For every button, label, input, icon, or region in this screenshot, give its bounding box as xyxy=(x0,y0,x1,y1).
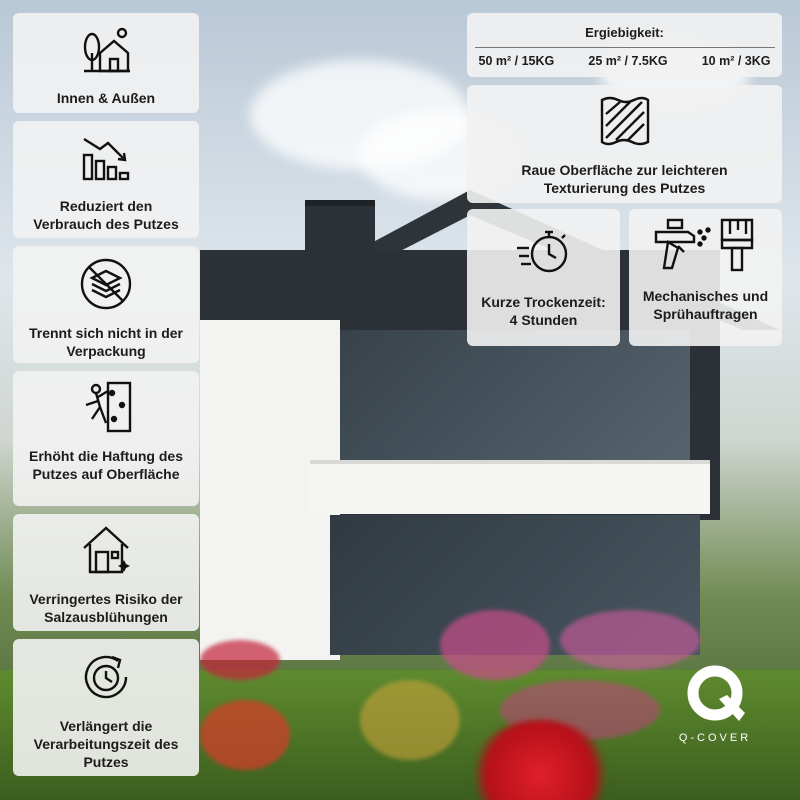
textured-surface-icon xyxy=(595,91,655,151)
feature-label: Reduziert den Verbrauch des Putzes xyxy=(33,198,179,232)
house-tree-icon xyxy=(76,21,136,81)
drying-time-label: Kurze Trockenzeit: 4 Stunden xyxy=(481,294,606,328)
yield-card xyxy=(467,13,782,77)
sparkling-house-icon xyxy=(76,520,136,580)
feature-card-adhesion xyxy=(13,371,199,506)
drying-time-card xyxy=(467,209,620,346)
feature-card-consumption xyxy=(13,121,199,238)
no-layers-icon xyxy=(76,254,136,314)
yield-divider xyxy=(475,47,775,48)
declining-chart-icon xyxy=(76,129,136,189)
yield-title: Ergiebigkeit: xyxy=(585,25,664,40)
texture-label: Raue Oberfläche zur leichteren Texturierung des Putzes xyxy=(521,162,728,196)
application-label: Mechanisches und Sprühauftragen xyxy=(642,288,769,322)
feature-card-working-time xyxy=(13,639,199,776)
feature-card-no-separation xyxy=(13,246,199,363)
yield-value: 25 m² / 7.5KG xyxy=(588,54,668,68)
texture-card xyxy=(467,85,782,203)
feature-label: Verlängert die Verarbeitungszeit des Putzes xyxy=(33,718,179,770)
feature-label: Erhöht die Haftung des Putzes auf Oberfläche xyxy=(29,448,183,482)
stopwatch-icon xyxy=(514,221,574,281)
yield-values xyxy=(479,54,771,68)
yield-value: 10 m² / 3KG xyxy=(701,54,771,68)
feature-label: Verringertes Risiko der Salzausblühungen xyxy=(29,591,183,625)
q-logo-mark xyxy=(683,665,747,723)
feature-card-efflorescence xyxy=(13,514,199,631)
q-cover-logo xyxy=(675,665,755,744)
climber-wall-icon xyxy=(76,377,136,437)
application-card xyxy=(629,209,782,346)
feature-card-indoor-outdoor xyxy=(13,13,199,113)
clock-refresh-icon xyxy=(76,647,136,707)
feature-label: Trennt sich nicht in der Verpackung xyxy=(28,325,184,359)
spray-gun-brush-icon xyxy=(646,215,766,275)
logo-text: Q-COVER xyxy=(678,732,752,744)
feature-label: Innen & Außen xyxy=(56,90,156,106)
yield-value: 50 m² / 15KG xyxy=(478,54,555,68)
